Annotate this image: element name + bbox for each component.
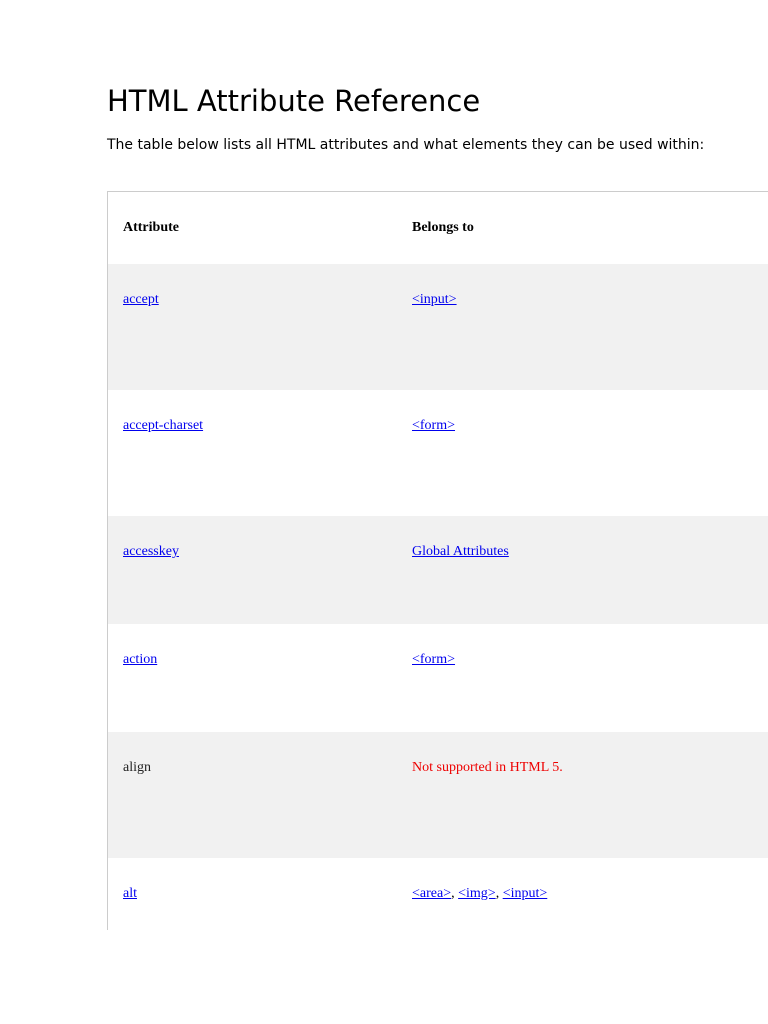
element-link-input[interactable]: <input> [412,292,457,307]
table-header-row [108,192,768,264]
not-supported-note: Not supported in HTML 5. [412,760,563,775]
intro-text: The table below lists all HTML attributes and what elements they can be used within: [107,137,705,153]
belongs-to-cell [412,543,509,560]
page-title: HTML Attribute Reference [107,84,481,118]
table-row [108,516,768,624]
belongs-to-cell [412,651,455,668]
header-belongs-to: Belongs to [412,220,474,235]
belongs-to-cell [412,417,455,434]
header-attribute: Attribute [123,220,179,235]
attribute-link-action[interactable]: action [123,652,158,667]
belongs-to-cell [412,291,457,308]
element-link-area[interactable]: <area> [412,886,452,901]
table-row [108,732,768,858]
attribute-link-alt[interactable]: alt [123,886,137,901]
attribute-link-accesskey[interactable]: accesskey [123,544,179,559]
table-row [108,264,768,390]
list-separator: , [495,886,503,901]
element-link-form[interactable]: <form> [412,418,456,433]
attribute-table [107,191,768,930]
belongs-to-cell [412,885,547,902]
table-row [108,858,768,930]
attribute-name-align: align [123,760,151,775]
attribute-link-accept[interactable]: accept [123,292,159,307]
attribute-link-accept-charset[interactable]: accept-charset [123,418,204,433]
table-row [108,390,768,516]
global-attributes-link[interactable]: Global Attributes [412,544,509,559]
element-link-img[interactable]: <img> [458,886,496,901]
table-row [108,624,768,732]
list-separator: , [451,886,459,901]
element-link-form[interactable]: <form> [412,652,456,667]
element-link-input[interactable]: <input> [502,886,548,901]
